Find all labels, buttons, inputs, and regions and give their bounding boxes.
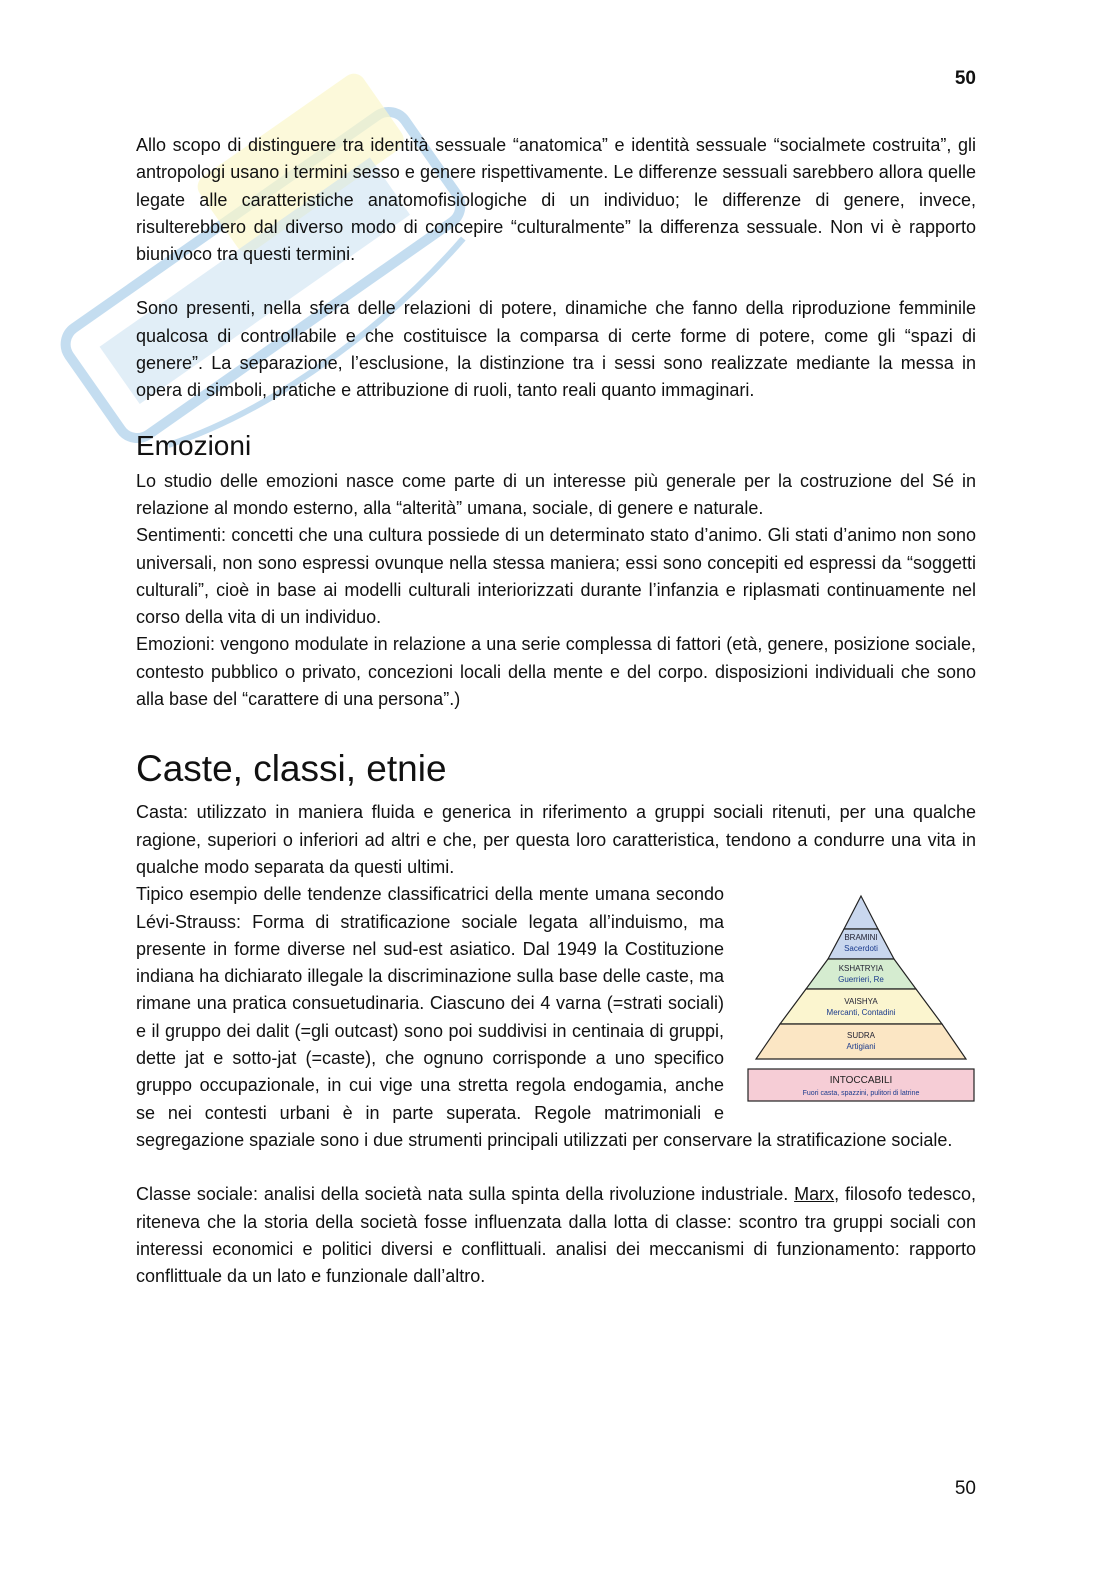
tier-desc: Mercanti, Contadini	[826, 1008, 896, 1018]
caste-pyramid-figure	[746, 891, 976, 1111]
tier-label: VAISHYA	[844, 997, 878, 1007]
tier-label: KSHATRYIA	[838, 964, 884, 974]
pyramid-tier-vaishya	[780, 989, 942, 1024]
tier-label: SUDRA	[846, 1031, 876, 1041]
document-body	[136, 132, 976, 1290]
page-number-bottom: 50	[954, 1478, 976, 1499]
tier-label: BRAMINI	[844, 933, 878, 943]
paragraph-emozioni: Emozioni: vengono modulate in relazione a una serie complessa di fattori (età, genere, posizione sociale, contesto pubblico o privato, concezioni locali della mente e del corpo. disposizioni individuali che sono alla base del “carattere di una persona”.)	[136, 634, 976, 710]
paragraph-casta: Casta: utilizzato in maniera fluida e generica in riferimento a gruppi sociali ritenuti, per una qualche ragione, superiori o inferiori ad altri e che, per questa loro caratteristica, tendono a condurre una vita in qualche modo separata da questi ultimi.	[136, 802, 976, 877]
heading-emozioni: Emozioni	[136, 429, 252, 461]
paragraph-levi-strauss-text: Tipico esempio delle tendenze classificatrici della mente umana secondo Lévi-Strauss: Forma di stratificazione sociale legata all’induismo, ma presente in forme diverse nel sud-est asiatico. Dal 1949 la Costituzione indiana ha dichiarato illegale la discriminazione sulla base delle caste, ma rimane una pratica consuetudinaria. Ciascuno dei 4 varna (=strati sociali) e il gruppo dei dalit (=gli outcast) sono poi suddivisi in centinaia di gruppi, dette jat e sotto-jat (=caste), che ognuno corrisponde a uno specifico gruppo occupazionale, in cui vige una stretta regola endogamia, anche se nei contesti urbani è in parte superata. Regole matrimoniali e segregazione spaziale sono i due strumenti principali utilizzati per conservare la stratificazione sociale.	[136, 884, 953, 1150]
classe-text-start: Classe sociale: analisi della società nata sulla spinta della rivoluzione industriale.	[136, 1184, 795, 1205]
classe-text-end: , filosofo tedesco, riteneva che la storia della società fosse influenzata dalla lotta di classe: scontro tra gruppi sociali con interessi economici e politici diversi e conflittuali. analisi dei meccanismi di funzionamento: rapporto conflittuale da un lato e funzionale dall’altro.	[136, 1184, 976, 1287]
tier-desc: Sacerdoti	[844, 944, 878, 954]
paragraph-emozioni-intro: Lo studio delle emozioni nasce come parte di un interesse più generale per la costruzione del Sé in relazione al mondo esterno, alla “alterità” umana, sociale, di genere e naturale.	[136, 470, 976, 518]
base-desc: Fuori casta, spazzini, pulitori di latrine	[802, 1090, 920, 1098]
pyramid-tier-bramini	[844, 896, 878, 929]
tier-desc: Artigiani	[846, 1042, 876, 1052]
paragraph-sentimenti: Sentimenti: concetti che una cultura possiede di un determinato stato d’animo. Gli stati d’animo non sono universali, non sono espressi ovunque nella stessa maniera; essi sono concepiti ed espressi da “soggetti culturali”, cioè in base ai modelli culturali interiorizzati durante l’infanzia e riplasmati continuamente nel corso della vita di un individuo.	[136, 525, 976, 628]
paragraph-potere: Sono presenti, nella sfera delle relazioni di potere, dinamiche che fanno della riproduzione femminile qualcosa di controllabile e che costituisce la comparsa di certe forme di potere, come gli “spazi di genere”. La separazione, l’esclusione, la distinzione tra i sessi sono realizzate mediante la messa in opera di simboli, pratiche e attribuzione di ruoli, tanto reali quanto immaginari.	[136, 298, 976, 401]
page-number-top: 50	[954, 68, 976, 89]
paragraph-identita: Allo scopo di distinguere tra identità sessuale “anatomica” e identità sessuale “socialmete costruita”, gli antropologi usano i termini sesso e genere rispettivamente. Le differenze sessuali sarebbero allora quelle legate alle caratteristiche anatomofisiologiche di un individuo; le differenze di genere, invece, risulterebbero dal diverso modo di concepire “culturalmente” la differenza sessuale. Non vi è rapporto biunivoco tra questi termini.	[136, 135, 976, 265]
paragraph-classe-sociale	[136, 1181, 976, 1290]
marx-link[interactable]: Marx	[794, 1184, 835, 1205]
tier-desc: Guerrieri, Re	[838, 975, 884, 985]
heading-caste: Caste, classi, etnie	[136, 748, 447, 790]
base-label: INTOCCABILI	[829, 1075, 893, 1087]
paragraph-levi-strauss	[136, 881, 976, 1154]
